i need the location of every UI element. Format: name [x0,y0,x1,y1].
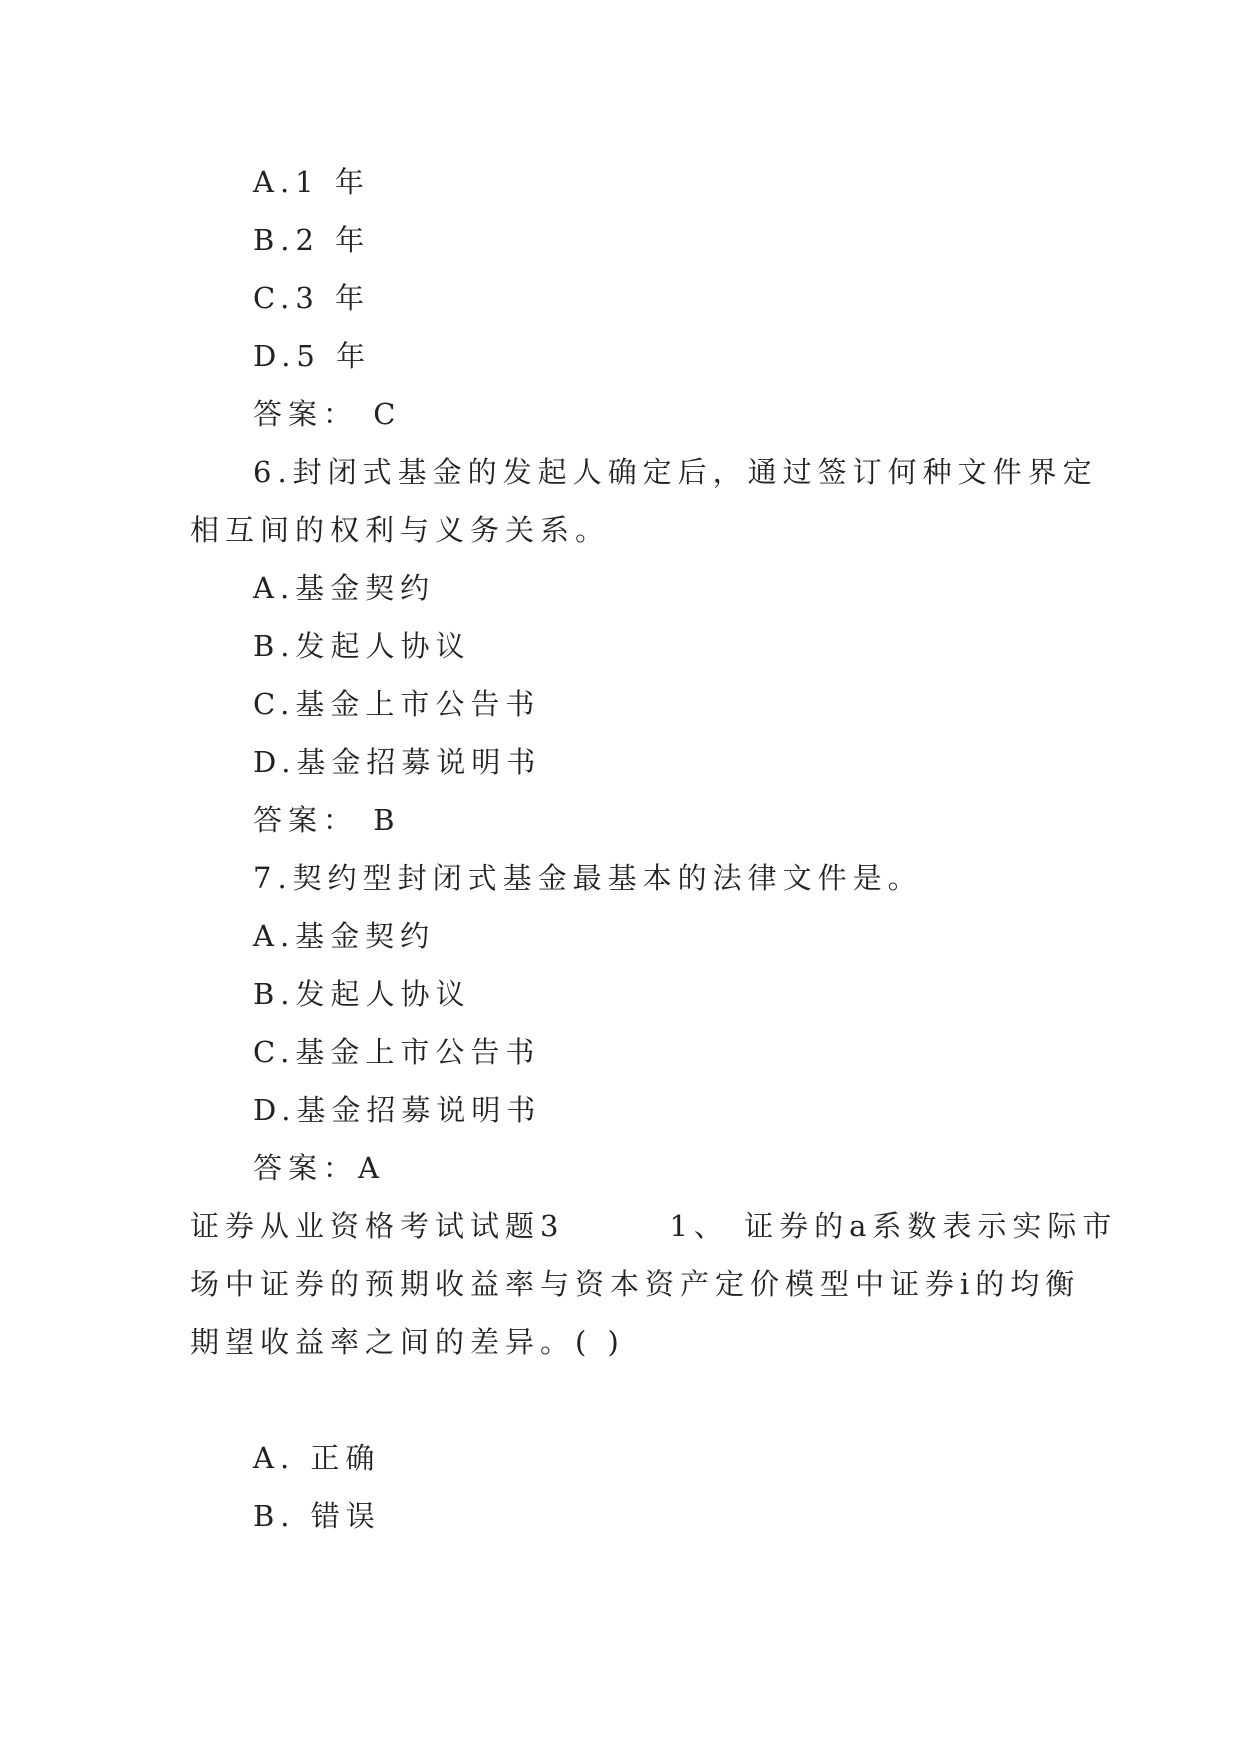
q5-option-a: A.1 年 [253,165,370,199]
q7-option-c: C.基金上市公告书 [253,1035,541,1069]
section3-line2: 场中证券的预期收益率与资本资产定价模型中证券i的均衡 [190,1267,1081,1301]
section3-line3: 期望收益率之间的差异。( ) [190,1325,625,1359]
q6-answer: 答案： B [253,803,401,837]
q6-stem-line1: 6.封闭式基金的发起人确定后，通过签订何种文件界定 [253,455,1098,489]
q6-option-c: C.基金上市公告书 [253,687,541,721]
q7-option-a: A.基金契约 [253,919,436,953]
q6-option-d: D.基金招募说明书 [253,745,542,779]
q5-option-c: C.3 年 [253,281,371,315]
section3-line1: 证券从业资格考试试题3 1、 证券的a系数表示实际市 [190,1209,1118,1243]
q6-option-a: A.基金契约 [253,571,436,605]
q5-option-b: B.2 年 [253,223,371,257]
q7-option-d: D.基金招募说明书 [253,1093,542,1127]
q6-option-b: B.发起人协议 [253,629,471,663]
q7-stem: 7.契约型封闭式基金最基本的法律文件是。 [253,861,923,895]
q6-stem-line2: 相互间的权利与义务关系。 [190,513,611,547]
section3-option-a: A. 正确 [253,1441,381,1475]
q5-option-d: D.5 年 [253,339,372,373]
q7-answer: 答案：A [253,1151,385,1185]
q5-answer: 答案： C [253,397,402,431]
section3-option-b: B. 错误 [253,1499,381,1533]
q7-option-b: B.发起人协议 [253,977,471,1011]
